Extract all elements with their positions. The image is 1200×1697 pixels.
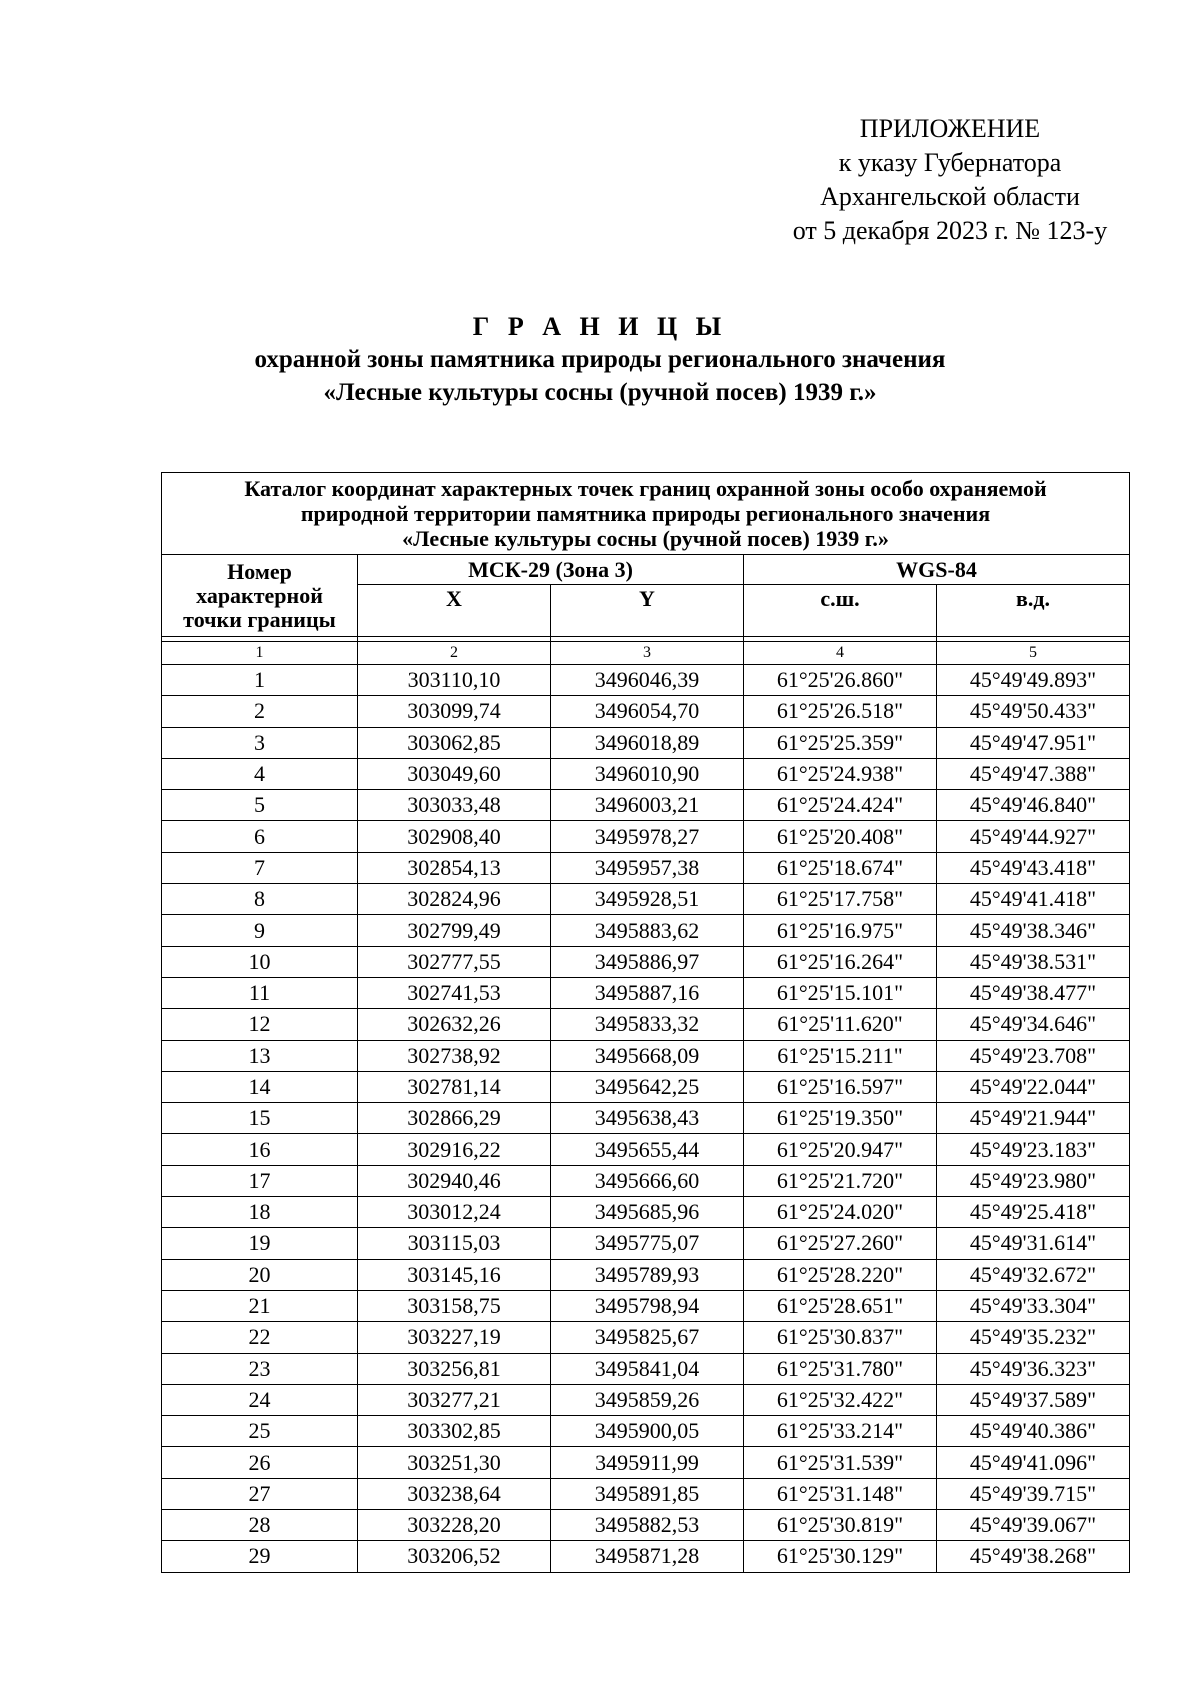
- y-cell: 3495668,09: [551, 1040, 744, 1071]
- y-cell: 3495841,04: [551, 1353, 744, 1384]
- x-cell: 303099,74: [358, 696, 551, 727]
- table-row: [162, 727, 1130, 758]
- latitude-cell: 61°25'21.720": [744, 1165, 937, 1196]
- table-row: [162, 665, 1130, 696]
- x-cell: 303251,30: [358, 1447, 551, 1478]
- x-cell: 303012,24: [358, 1197, 551, 1228]
- table-row: [162, 1541, 1130, 1572]
- coordinates-table: [161, 472, 1130, 1573]
- y-cell: 3495666,60: [551, 1165, 744, 1196]
- longitude-cell: 45°49'46.840": [937, 790, 1130, 821]
- table-row: [162, 1510, 1130, 1541]
- point-number-cell: 23: [162, 1353, 358, 1384]
- latitude-cell: 61°25'31.539": [744, 1447, 937, 1478]
- x-cell: 303158,75: [358, 1290, 551, 1321]
- point-number-cell: 16: [162, 1134, 358, 1165]
- x-cell: 302940,46: [358, 1165, 551, 1196]
- point-number-cell: 28: [162, 1510, 358, 1541]
- point-number-cell: 27: [162, 1478, 358, 1509]
- x-cell: 302632,26: [358, 1009, 551, 1040]
- x-cell: 302908,40: [358, 821, 551, 852]
- y-cell: 3495775,07: [551, 1228, 744, 1259]
- latitude-cell: 61°25'16.975": [744, 915, 937, 946]
- longitude-cell: 45°49'43.418": [937, 852, 1130, 883]
- latitude-cell: 61°25'26.518": [744, 696, 937, 727]
- y-cell: 3495859,26: [551, 1384, 744, 1415]
- latitude-cell: 61°25'28.220": [744, 1259, 937, 1290]
- y-cell: 3495798,94: [551, 1290, 744, 1321]
- x-cell: 303206,52: [358, 1541, 551, 1572]
- table-row: [162, 758, 1130, 789]
- longitude-cell: 45°49'38.268": [937, 1541, 1130, 1572]
- point-number-cell: 22: [162, 1322, 358, 1353]
- longitude-cell: 45°49'36.323": [937, 1353, 1130, 1384]
- y-cell: 3495871,28: [551, 1541, 744, 1572]
- longitude-cell: 45°49'23.980": [937, 1165, 1130, 1196]
- table-row: [162, 1165, 1130, 1196]
- longitude-cell: 45°49'49.893": [937, 665, 1130, 696]
- latitude-cell: 61°25'24.020": [744, 1197, 937, 1228]
- table-row: [162, 1228, 1130, 1259]
- table-row: [162, 946, 1130, 977]
- longitude-cell: 45°49'47.951": [937, 727, 1130, 758]
- point-number-cell: 2: [162, 696, 358, 727]
- longitude-cell: 45°49'38.531": [937, 946, 1130, 977]
- column-numbers-row: [162, 642, 1130, 665]
- y-cell: 3495642,25: [551, 1071, 744, 1102]
- latitude-cell: 61°25'20.408": [744, 821, 937, 852]
- y-cell: 3495957,38: [551, 852, 744, 883]
- x-cell: 302799,49: [358, 915, 551, 946]
- longitude-cell: 45°49'31.614": [937, 1228, 1130, 1259]
- table-row: [162, 790, 1130, 821]
- longitude-cell: 45°49'50.433": [937, 696, 1130, 727]
- point-number-cell: 12: [162, 1009, 358, 1040]
- column-number: 5: [937, 642, 1130, 665]
- title-subtitle: охранной зоны памятника природы регионального значения: [254, 346, 946, 373]
- table-row: [162, 1447, 1130, 1478]
- header-y: Y: [551, 585, 744, 637]
- latitude-cell: 61°25'31.148": [744, 1478, 937, 1509]
- y-cell: 3495833,32: [551, 1009, 744, 1040]
- point-number-cell: 8: [162, 884, 358, 915]
- point-number-cell: 24: [162, 1384, 358, 1415]
- longitude-cell: 45°49'23.708": [937, 1040, 1130, 1071]
- latitude-cell: 61°25'11.620": [744, 1009, 937, 1040]
- latitude-cell: 61°25'15.101": [744, 977, 937, 1008]
- column-number: 3: [551, 642, 744, 665]
- y-cell: 3496003,21: [551, 790, 744, 821]
- longitude-cell: 45°49'41.096": [937, 1447, 1130, 1478]
- x-cell: 303238,64: [358, 1478, 551, 1509]
- y-cell: 3495887,16: [551, 977, 744, 1008]
- longitude-cell: 45°49'35.232": [937, 1322, 1130, 1353]
- point-number-cell: 29: [162, 1541, 358, 1572]
- x-cell: 302738,92: [358, 1040, 551, 1071]
- table-row: [162, 1009, 1130, 1040]
- latitude-cell: 61°25'30.129": [744, 1541, 937, 1572]
- y-cell: 3495911,99: [551, 1447, 744, 1478]
- y-cell: 3495886,97: [551, 946, 744, 977]
- latitude-cell: 61°25'15.211": [744, 1040, 937, 1071]
- appendix-label: ПРИЛОЖЕНИЕ: [859, 114, 1041, 143]
- column-number: 2: [358, 642, 551, 665]
- latitude-cell: 61°25'25.359": [744, 727, 937, 758]
- y-cell: 3496046,39: [551, 665, 744, 696]
- y-cell: 3495900,05: [551, 1416, 744, 1447]
- title-object-name: «Лесные культуры сосны (ручной посев) 1939 г.»: [323, 379, 877, 406]
- point-number-cell: 25: [162, 1416, 358, 1447]
- x-cell: 302777,55: [358, 946, 551, 977]
- point-number-cell: 11: [162, 977, 358, 1008]
- longitude-cell: 45°49'44.927": [937, 821, 1130, 852]
- x-cell: 302854,13: [358, 852, 551, 883]
- table-caption-line: природной территории памятника природы регионального значения: [300, 501, 991, 526]
- table-row: [162, 1103, 1130, 1134]
- document-title: [0, 310, 1200, 409]
- latitude-cell: 61°25'18.674": [744, 852, 937, 883]
- point-number-cell: 14: [162, 1071, 358, 1102]
- header-latitude: с.ш.: [744, 585, 937, 637]
- x-cell: 302916,22: [358, 1134, 551, 1165]
- latitude-cell: 61°25'31.780": [744, 1353, 937, 1384]
- table-caption-line: Каталог координат характерных точек границ охранной зоны особо охраняемой: [244, 476, 1047, 501]
- latitude-cell: 61°25'16.597": [744, 1071, 937, 1102]
- x-cell: 302741,53: [358, 977, 551, 1008]
- header-x: X: [358, 585, 551, 637]
- latitude-cell: 61°25'24.938": [744, 758, 937, 789]
- x-cell: 303277,21: [358, 1384, 551, 1415]
- table-row: [162, 1384, 1130, 1415]
- table-row: [162, 696, 1130, 727]
- y-cell: 3495655,44: [551, 1134, 744, 1165]
- longitude-cell: 45°49'21.944": [937, 1103, 1130, 1134]
- longitude-cell: 45°49'33.304": [937, 1290, 1130, 1321]
- table-row: [162, 1197, 1130, 1228]
- latitude-cell: 61°25'30.819": [744, 1510, 937, 1541]
- longitude-cell: 45°49'38.346": [937, 915, 1130, 946]
- latitude-cell: 61°25'32.422": [744, 1384, 937, 1415]
- table-row: [162, 884, 1130, 915]
- point-number-cell: 17: [162, 1165, 358, 1196]
- y-cell: 3496010,90: [551, 758, 744, 789]
- y-cell: 3496018,89: [551, 727, 744, 758]
- y-cell: 3495789,93: [551, 1259, 744, 1290]
- point-number-cell: 21: [162, 1290, 358, 1321]
- table-row: [162, 1040, 1130, 1071]
- x-cell: 303062,85: [358, 727, 551, 758]
- y-cell: 3495825,67: [551, 1322, 744, 1353]
- longitude-cell: 45°49'34.646": [937, 1009, 1130, 1040]
- point-number-cell: 5: [162, 790, 358, 821]
- point-number-cell: 20: [162, 1259, 358, 1290]
- table-row: [162, 1416, 1130, 1447]
- point-number-cell: 18: [162, 1197, 358, 1228]
- x-cell: 303145,16: [358, 1259, 551, 1290]
- latitude-cell: 61°25'27.260": [744, 1228, 937, 1259]
- table-row: [162, 915, 1130, 946]
- table-row: [162, 977, 1130, 1008]
- appendix-header: [700, 112, 1200, 248]
- x-cell: 302824,96: [358, 884, 551, 915]
- y-cell: 3495685,96: [551, 1197, 744, 1228]
- latitude-cell: 61°25'33.214": [744, 1416, 937, 1447]
- longitude-cell: 45°49'40.386": [937, 1416, 1130, 1447]
- x-cell: 302781,14: [358, 1071, 551, 1102]
- longitude-cell: 45°49'39.715": [937, 1478, 1130, 1509]
- table-row: [162, 1134, 1130, 1165]
- x-cell: 303228,20: [358, 1510, 551, 1541]
- header-point-number: Номер характерной точки границы: [162, 555, 358, 637]
- longitude-cell: 45°49'38.477": [937, 977, 1130, 1008]
- table-row: [162, 1478, 1130, 1509]
- y-cell: 3495891,85: [551, 1478, 744, 1509]
- y-cell: 3495928,51: [551, 884, 744, 915]
- x-cell: 302866,29: [358, 1103, 551, 1134]
- header-msk29: МСК-29 (Зона 3): [358, 555, 744, 585]
- point-number-cell: 3: [162, 727, 358, 758]
- latitude-cell: 61°25'30.837": [744, 1322, 937, 1353]
- table-row: [162, 1071, 1130, 1102]
- table-row: [162, 1259, 1130, 1290]
- title-main: Г Р А Н И Ц Ы: [472, 312, 728, 341]
- point-number-cell: 15: [162, 1103, 358, 1134]
- appendix-decree-line: к указу Губернатора: [838, 148, 1062, 177]
- longitude-cell: 45°49'39.067": [937, 1510, 1130, 1541]
- longitude-cell: 45°49'41.418": [937, 884, 1130, 915]
- latitude-cell: 61°25'28.651": [744, 1290, 937, 1321]
- longitude-cell: 45°49'22.044": [937, 1071, 1130, 1102]
- table-row: [162, 1353, 1130, 1384]
- latitude-cell: 61°25'20.947": [744, 1134, 937, 1165]
- point-number-cell: 6: [162, 821, 358, 852]
- longitude-cell: 45°49'25.418": [937, 1197, 1130, 1228]
- x-cell: 303256,81: [358, 1353, 551, 1384]
- x-cell: 303115,03: [358, 1228, 551, 1259]
- table-row: [162, 821, 1130, 852]
- table-row: [162, 1290, 1130, 1321]
- x-cell: 303049,60: [358, 758, 551, 789]
- longitude-cell: 45°49'32.672": [937, 1259, 1130, 1290]
- point-number-cell: 9: [162, 915, 358, 946]
- x-cell: 303033,48: [358, 790, 551, 821]
- point-number-cell: 7: [162, 852, 358, 883]
- latitude-cell: 61°25'16.264": [744, 946, 937, 977]
- longitude-cell: 45°49'47.388": [937, 758, 1130, 789]
- latitude-cell: 61°25'17.758": [744, 884, 937, 915]
- header-wgs84: WGS-84: [744, 555, 1130, 585]
- y-cell: 3495882,53: [551, 1510, 744, 1541]
- appendix-region-line: Архангельской области: [820, 182, 1080, 211]
- header-longitude: в.д.: [937, 585, 1130, 637]
- appendix-date-line: от 5 декабря 2023 г. № 123-у: [792, 216, 1108, 245]
- y-cell: 3495883,62: [551, 915, 744, 946]
- x-cell: 303227,19: [358, 1322, 551, 1353]
- table-row: [162, 1322, 1130, 1353]
- table-caption: [162, 473, 1130, 555]
- x-cell: 303302,85: [358, 1416, 551, 1447]
- table-row: [162, 852, 1130, 883]
- y-cell: 3495978,27: [551, 821, 744, 852]
- point-number-cell: 4: [162, 758, 358, 789]
- y-cell: 3496054,70: [551, 696, 744, 727]
- longitude-cell: 45°49'37.589": [937, 1384, 1130, 1415]
- latitude-cell: 61°25'26.860": [744, 665, 937, 696]
- table-caption-line: «Лесные культуры сосны (ручной посев) 1939 г.»: [402, 526, 889, 551]
- coordinates-rows: [162, 665, 1130, 1573]
- column-number: 4: [744, 642, 937, 665]
- longitude-cell: 45°49'23.183": [937, 1134, 1130, 1165]
- point-number-cell: 19: [162, 1228, 358, 1259]
- point-number-cell: 26: [162, 1447, 358, 1478]
- point-number-cell: 13: [162, 1040, 358, 1071]
- latitude-cell: 61°25'24.424": [744, 790, 937, 821]
- latitude-cell: 61°25'19.350": [744, 1103, 937, 1134]
- point-number-cell: 1: [162, 665, 358, 696]
- point-number-cell: 10: [162, 946, 358, 977]
- column-number: 1: [162, 642, 358, 665]
- x-cell: 303110,10: [358, 665, 551, 696]
- y-cell: 3495638,43: [551, 1103, 744, 1134]
